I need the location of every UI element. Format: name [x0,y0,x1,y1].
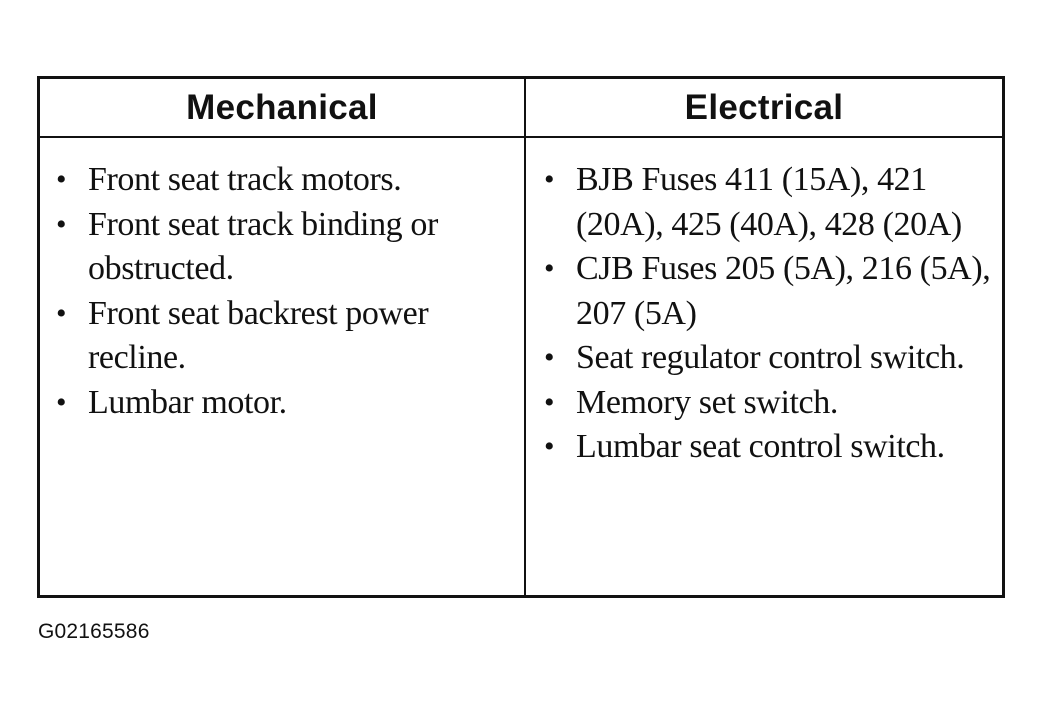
bullet-icon: • [56,207,67,241]
list-item-text: Front seat track motors. [88,161,402,198]
header-divider [40,136,1002,138]
list-item-text: Memory set switch. [576,383,838,421]
bullet-icon: • [56,163,67,196]
list-item-text: Seat regulator control switch. [576,339,965,376]
mechanical-list [50,158,518,425]
list-item-text: CJB Fuses 205 (5A), 216 (5A), 207 (5A) [576,250,991,332]
header-mechanical: Mechanical [186,87,378,127]
electrical-cell [526,141,1002,595]
list-item [538,247,996,336]
list-item [538,425,996,470]
list-item-text: BJB Fuses 411 (15A), 421 (20A), 425 (40A), 428 (20A) [576,161,962,243]
list-item [538,381,996,426]
list-item [538,336,996,381]
list-item-text: Lumbar seat control switch. [576,428,945,465]
bullet-icon: • [544,252,555,285]
list-item-text: Lumbar motor. [88,383,287,421]
bullet-icon: • [544,341,555,374]
list-item [50,158,518,203]
bullet-icon: • [56,385,67,419]
bullet-icon: • [544,430,555,463]
list-item-text: Front seat backrest power recline. [88,294,429,376]
header-electrical: Electrical [684,87,844,127]
bullet-icon: • [56,296,67,330]
list-item [50,381,518,426]
list-item [50,292,518,381]
bullet-icon: • [544,385,555,419]
figure-id: G02165586 [38,620,150,643]
mechanical-cell [40,141,524,595]
list-item [538,158,996,247]
electrical-list [538,158,996,470]
diagnosis-table [37,76,1005,598]
bullet-icon: • [544,163,555,196]
list-item [50,203,518,292]
list-item-text: Front seat track binding or obstructed. [88,205,438,287]
